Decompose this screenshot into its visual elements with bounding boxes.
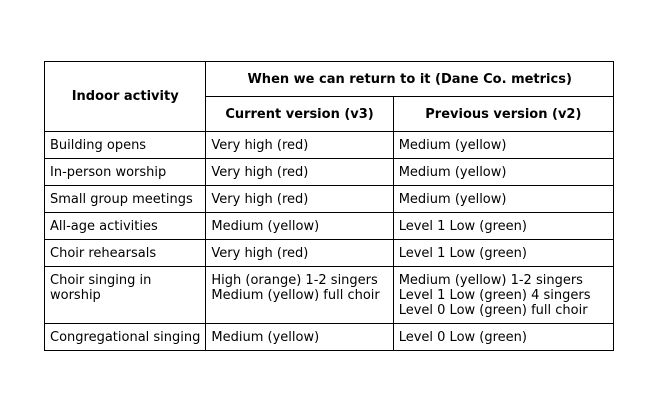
cell-line: Level 1 Low (green): [398, 246, 527, 261]
cell-line: worship: [50, 288, 101, 303]
activity-cell: [45, 213, 206, 240]
cell-line: Very high (red): [211, 138, 309, 153]
cell-line: Very high (red): [211, 165, 309, 180]
cell-line: Medium (yellow): [211, 330, 320, 345]
table-row: [45, 324, 614, 351]
cell-line: Level 0 Low (green): [398, 330, 527, 345]
cell-line: Medium (yellow) 1-2 singers: [398, 273, 583, 288]
header-row-group: [45, 62, 614, 97]
cell-line: Small group meetings: [50, 192, 193, 207]
current-cell: [206, 213, 393, 240]
activity-cell: [45, 132, 206, 159]
cell-line: Building opens: [50, 138, 147, 153]
previous-cell: [393, 240, 613, 267]
activity-cell: [45, 240, 206, 267]
current-cell: [206, 132, 393, 159]
current-cell: [206, 267, 393, 324]
cell-line: Choir rehearsals: [50, 246, 157, 261]
cell-line: Medium (yellow): [398, 138, 507, 153]
cell-line: Medium (yellow): [398, 192, 507, 207]
previous-cell: [393, 267, 613, 324]
cell-line: Level 1 Low (green) 4 singers: [398, 288, 591, 303]
current-cell: [206, 159, 393, 186]
table-row: [45, 186, 614, 213]
previous-cell: [393, 324, 613, 351]
header-current-version: Current version (v3): [206, 97, 393, 132]
cell-line: Level 1 Low (green): [398, 219, 527, 234]
activity-cell: [45, 267, 206, 324]
table-row: [45, 240, 614, 267]
current-cell: [206, 324, 393, 351]
header-return-group: When we can return to it (Dane Co. metrics): [206, 62, 614, 97]
current-cell: [206, 240, 393, 267]
table-row: [45, 132, 614, 159]
previous-cell: [393, 159, 613, 186]
previous-cell: [393, 186, 613, 213]
activity-cell: [45, 324, 206, 351]
header-indoor-activity: Indoor activity: [45, 62, 206, 132]
table-row: [45, 267, 614, 324]
cell-line: In-person worship: [50, 165, 167, 180]
cell-line: Very high (red): [211, 246, 309, 261]
current-cell: [206, 186, 393, 213]
cell-line: Congregational singing: [50, 330, 201, 345]
cell-line: Level 0 Low (green) full choir: [398, 303, 588, 318]
cell-line: Medium (yellow): [398, 165, 507, 180]
table-row: [45, 159, 614, 186]
cell-line: Very high (red): [211, 192, 309, 207]
previous-cell: [393, 213, 613, 240]
activity-cell: [45, 159, 206, 186]
cell-line: High (orange) 1-2 singers: [211, 273, 378, 288]
cell-line: Medium (yellow): [211, 219, 320, 234]
activity-table: [44, 61, 614, 351]
previous-cell: [393, 132, 613, 159]
activity-cell: [45, 186, 206, 213]
header-previous-version: Previous version (v2): [393, 97, 613, 132]
cell-line: All-age activities: [50, 219, 158, 234]
cell-line: Choir singing in: [50, 273, 152, 288]
cell-line: Medium (yellow) full choir: [211, 288, 380, 303]
table-row: [45, 213, 614, 240]
